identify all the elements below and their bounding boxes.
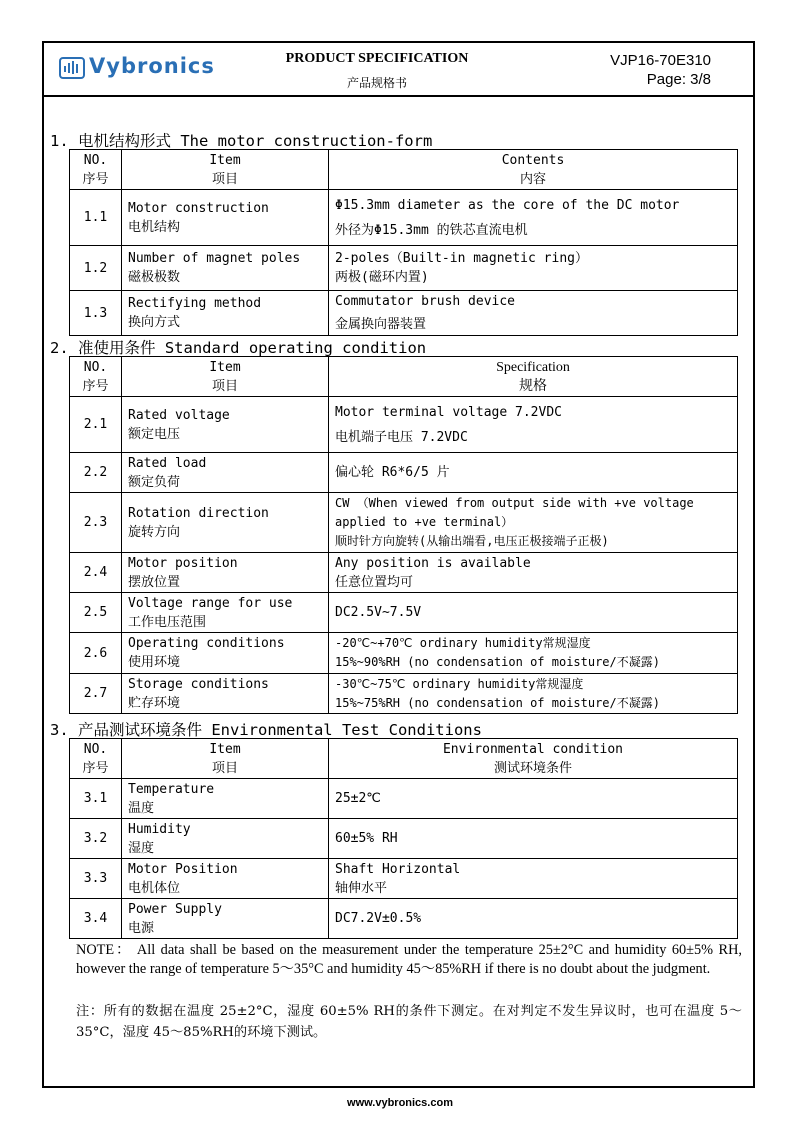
header-no-en: NO. [83,741,108,757]
value-line: 顺时针方向旋转(从输出端看,电压正极接端子正极) [335,534,609,548]
table-row [70,899,738,939]
item-zh: 电机体位 [128,880,181,896]
item-zh: 使用环境 [128,655,181,670]
value-line: 60±5% RH [335,831,398,846]
item-en: Power Supply [128,901,222,917]
header-item-zh: 项目 [211,171,238,187]
section-2-table [69,356,738,714]
item-zh: 旋转方向 [128,524,181,540]
value-line: 轴伸水平 [335,880,388,896]
header-env-zh: 测试环境条件 [493,760,572,776]
item-zh: 摆放位置 [128,574,181,590]
value-line: 15%~90%RH (no condensation of moisture/不凝露) [335,655,660,669]
item-en: Motor position [128,555,238,571]
value-line: 15%~75%RH (no condensation of moisture/不凝露) [335,695,660,710]
header-divider [44,95,753,97]
footer-website: www.vybronics.com [347,1097,453,1109]
item-zh: 工作电压范围 [128,614,207,630]
item-en: Temperature [128,781,215,797]
value-line: Commutator brush device [335,294,516,309]
row-number: 1.1 [70,190,122,246]
value-line: 2-poles（Built-in magnetic ring） [335,251,588,266]
table-header-row [70,150,738,190]
logo-mark-icon [59,57,85,79]
table-row [70,674,738,714]
value-line: Motor terminal voltage 7.2VDC [335,404,562,420]
section-3-title: 3. 产品测试环境条件 Environmental Test Conditions [50,721,482,739]
row-number: 3.1 [70,779,122,819]
value-line: CW （When viewed from output side with +ve voltage [335,496,694,510]
value-line: -30℃~75℃ ordinary humidity常规湿度 [335,676,584,691]
table-row [70,190,738,246]
value-line: Shaft Horizontal [335,861,461,877]
note-chinese: 注：所有的数据在温度 25±2°C，湿度 60±5% RH的条件下测定。在对判定不发生异议时，也可在温度 5～35°C，湿度 45～85%RH的环境下测试。 [76,1004,742,1040]
note-english: NOTE： All data shall be based on the measurement under the temperature 25±2°C and humidity 60±5% RH, however the range of temperature 5～35°C and humidity 45～85%RH if there is no doubt about the judgment. [76,942,742,977]
header-no-zh: 序号 [82,378,109,394]
table-row [70,593,738,633]
header-spec-en: Specification [496,359,570,375]
header-item-zh: 项目 [211,760,238,776]
item-zh: 磁极极数 [128,270,181,285]
value-line: 金属换向器装置 [335,317,427,332]
item-en: Rectifying method [128,296,262,311]
table-row [70,633,738,674]
table-row [70,779,738,819]
item-en: Humidity [128,821,191,837]
value-line: 偏心轮 R6*6/5 片 [335,465,450,480]
value-line: DC2.5V~7.5V [335,605,422,620]
value-line: -20℃~+70℃ ordinary humidity常规湿度 [335,636,591,650]
value-line: 两极(磁环内置) [335,270,429,285]
item-zh: 换向方式 [128,315,181,330]
section-3-table [69,738,738,939]
value-line: 外径为Φ15.3mm 的铁芯直流电机 [335,222,528,238]
section-1-title: 1. 电机结构形式 The motor construction-form [50,132,433,150]
value-line: 电机端子电压 7.2VDC [335,429,468,445]
header-env-en: Environmental condition [442,741,623,757]
table-row [70,397,738,453]
value-line: Any position is available [335,555,531,571]
header-item-en: Item [209,152,241,168]
header-spec-zh: 规格 [519,378,547,394]
row-number: 2.1 [70,397,122,453]
page-frame [42,41,755,1088]
header-item-en: Item [209,741,241,757]
row-number: 1.3 [70,291,122,336]
header-no-en: NO. [83,152,108,168]
header-contents-en: Contents [501,152,565,168]
header-item-en: Item [209,359,241,375]
row-number: 3.2 [70,819,122,859]
table-header-row [70,739,738,779]
item-zh: 电机结构 [128,219,181,235]
item-en: Rotation direction [128,505,269,521]
row-number: 3.4 [70,899,122,939]
item-en: Motor construction [128,200,269,216]
row-number: 3.3 [70,859,122,899]
item-en: Rated load [128,455,207,471]
table-row [70,859,738,899]
value-line: DC7.2V±0.5% [335,911,422,926]
header-item-zh: 项目 [211,378,238,394]
header-no-zh: 序号 [82,171,109,187]
section-2-title: 2. 准使用条件 Standard operating condition [50,339,427,357]
row-number: 2.7 [70,674,122,714]
value-line: Φ15.3mm diameter as the core of the DC motor [335,197,680,213]
row-number: 1.2 [70,246,122,291]
table-row [70,453,738,493]
item-zh: 额定电压 [128,426,181,442]
table-row [70,819,738,859]
section-1-table [69,149,738,336]
table-row [70,493,738,553]
item-en: Number of magnet poles [128,251,301,266]
document-title: PRODUCT SPECIFICATION [285,51,469,66]
row-number: 2.2 [70,453,122,493]
table-row [70,553,738,593]
item-en: Voltage range for use [128,595,293,611]
document-number: VJP16-70E310 [610,52,711,69]
item-zh: 湿度 [128,840,155,856]
header-contents-zh: 内容 [519,171,546,187]
value-line: 25±2℃ [335,791,381,806]
logo-text: Vybronics [89,54,215,78]
header-no-en: NO. [83,359,108,375]
header-no-zh: 序号 [82,760,109,776]
row-number: 2.4 [70,553,122,593]
item-en: Storage conditions [128,676,269,692]
table-row [70,291,738,336]
row-number: 2.6 [70,633,122,674]
value-line: 任意位置均可 [335,574,414,590]
row-number: 2.3 [70,493,122,553]
item-en: Rated voltage [128,407,230,423]
row-number: 2.5 [70,593,122,633]
item-zh: 电源 [128,920,155,936]
company-logo [59,54,219,85]
document-subtitle: 产品规格书 [346,76,407,90]
item-zh: 温度 [128,800,155,816]
value-line: applied to +ve terminal） [335,515,514,529]
page-header [44,43,753,97]
table-header-row [70,357,738,397]
table-row [70,246,738,291]
item-zh: 额定负荷 [128,474,181,490]
item-en: Operating conditions [128,636,285,651]
item-zh: 贮存环境 [128,695,181,711]
item-en: Motor Position [128,861,238,877]
page-number: Page: 3/8 [646,71,711,88]
